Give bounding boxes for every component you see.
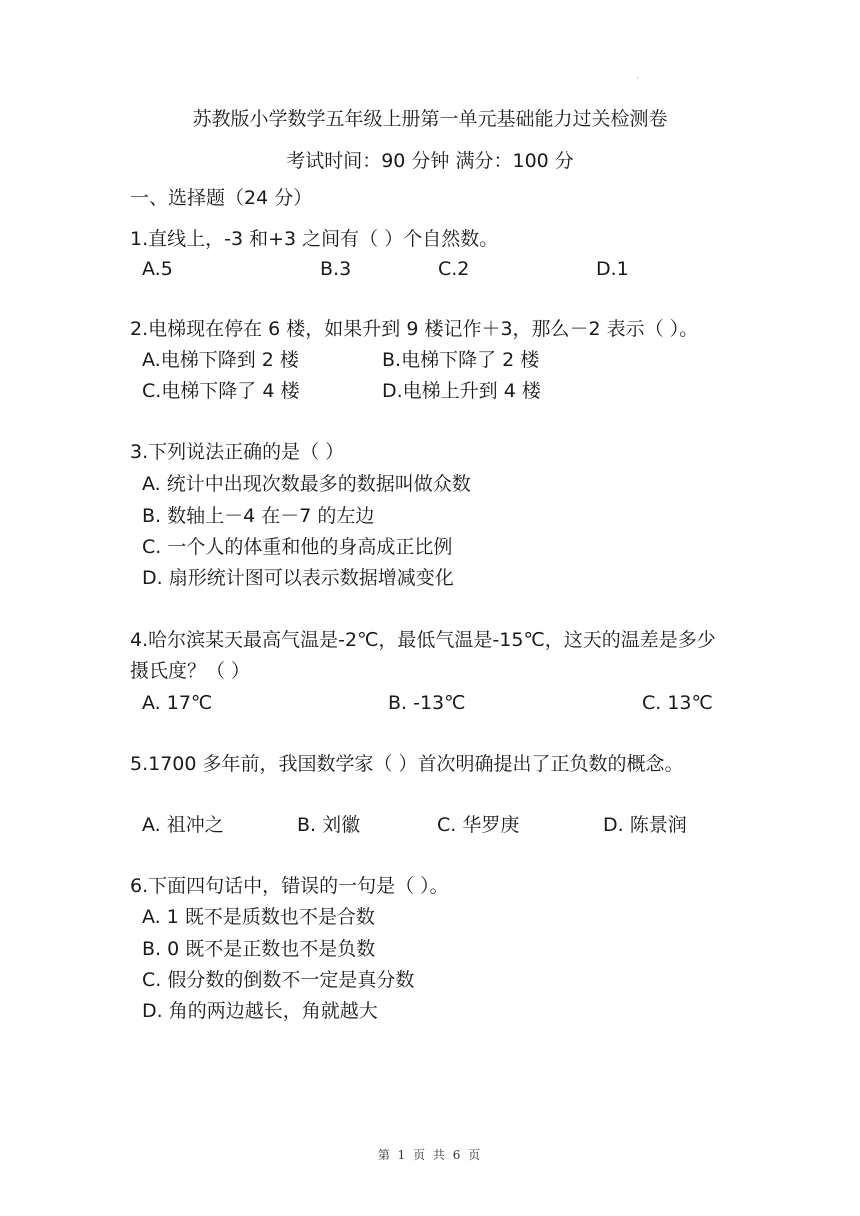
exam-info: 考试时间：90 分钟 满分：100 分 [286, 150, 574, 172]
question-3-option-b: B. 数轴上－4 在－7 的左边 [142, 505, 375, 527]
question-3-option-d: D. 扇形统计图可以表示数据增减变化 [142, 567, 454, 589]
page-title: 苏教版小学数学五年级上册第一单元基础能力过关检测卷 [192, 108, 668, 130]
question-4-stem-line2: 摄氏度？（ ） [130, 660, 251, 682]
question-6-option-d: D. 角的两边越长，角就越大 [142, 1000, 378, 1022]
section-heading: 一、选择题（24 分） [130, 187, 313, 209]
question-1-option-a: A.5 [142, 258, 173, 280]
question-2-option-d: D.电梯上升到 4 楼 [382, 380, 541, 402]
question-2-option-a: A.电梯下降到 2 楼 [142, 349, 299, 371]
question-5-option-a: A. 祖冲之 [142, 814, 224, 836]
question-2-option-c: C.电梯下降了 4 楼 [142, 380, 300, 402]
question-6-option-a: A. 1 既不是质数也不是合数 [142, 906, 375, 928]
question-6-option-b: B. 0 既不是正数也不是负数 [142, 938, 376, 960]
question-5-option-d: D. 陈景润 [603, 814, 687, 836]
question-1-option-b: B.3 [320, 258, 352, 280]
question-1-option-d: D.1 [596, 258, 629, 280]
question-2-stem: 2.电梯现在停在 6 楼，如果升到 9 楼记作＋3，那么－2 表示（ ）。 [130, 318, 699, 340]
question-6-stem: 6.下面四句话中，错误的一句是（ ）。 [130, 875, 449, 897]
question-5-option-b: B. 刘徽 [297, 814, 361, 836]
question-3-option-a: A. 统计中出现次数最多的数据叫做众数 [142, 473, 471, 495]
question-4-option-a: A. 17℃ [142, 692, 213, 714]
question-2-option-b: B.电梯下降了 2 楼 [382, 349, 540, 371]
question-4-stem-line1: 4.哈尔滨某天最高气温是-2℃，最低气温是-15℃，这天的温差是多少 [130, 629, 716, 651]
question-6-option-c: C. 假分数的倒数不一定是真分数 [142, 969, 415, 991]
question-1-option-c: C.2 [438, 258, 470, 280]
question-5-option-c: C. 华罗庚 [437, 814, 520, 836]
question-3-option-c: C. 一个人的体重和他的身高成正比例 [142, 536, 453, 558]
page-number: 第 1 页 共 6 页 [377, 1148, 483, 1162]
question-4-option-b: B. -13℃ [388, 692, 466, 714]
corner-dot: · [636, 74, 639, 84]
question-4-option-c: C. 13℃ [642, 692, 713, 714]
question-1-stem: 1.直线上，-3 和+3 之间有（ ）个自然数。 [130, 228, 499, 250]
question-3-stem: 3.下列说法正确的是（ ） [130, 441, 345, 463]
question-5-stem: 5.1700 多年前，我国数学家（ ）首次明确提出了正负数的概念。 [130, 753, 684, 775]
